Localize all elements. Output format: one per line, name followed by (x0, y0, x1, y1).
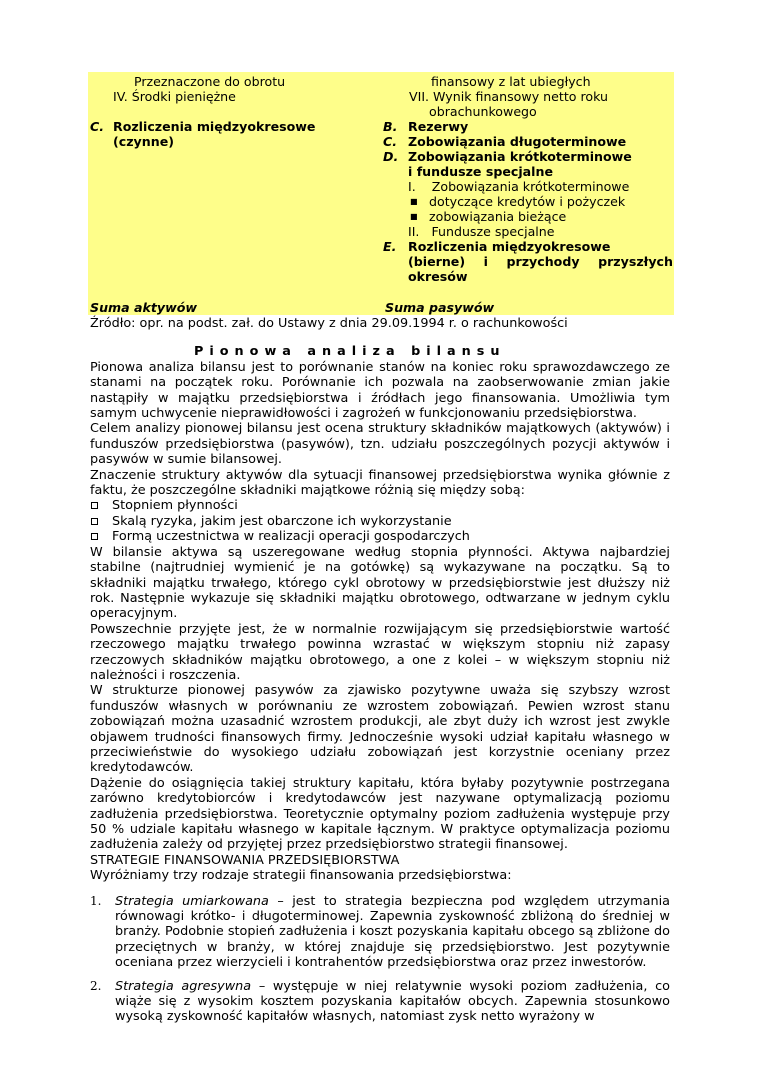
section-label: Zobowiązania długoterminowe (408, 134, 627, 149)
document-body (90, 316, 670, 1033)
section-letter: E. (383, 239, 397, 254)
section-label-cont: okresów (408, 269, 468, 284)
assets-row: Przeznaczone do obrotu (134, 74, 286, 89)
list-item: Formą uczestnictwa w realizacji operacji gospodarczych (90, 529, 670, 544)
section-letter: C. (90, 119, 105, 134)
bullet-item: ■ zobowiązania bieżące (410, 209, 567, 224)
section-label: Rezerwy (408, 119, 469, 134)
liabilities-row: finansowy z lat ubiegłych (431, 74, 591, 89)
section-letter: B. (383, 119, 398, 134)
assets-section-c (88, 119, 380, 134)
liabilities-row: VII. Wynik finansowy netto roku (409, 89, 608, 104)
paragraph: Znaczenie struktury aktywów dla sytuacji finansowej przedsiębiorstwa wynika głównie z faktu, że poszczególne składniki majątkowe różnią się między sobą: (90, 467, 670, 499)
checkbox-bullet-icon (91, 518, 98, 525)
paragraph: Wyróżniamy trzy rodzaje strategii finansowania przedsiębiorstwa: (90, 868, 512, 884)
section-heading: Pionowa analiza bilansu (194, 344, 506, 360)
square-bullet-icon: ■ (410, 197, 418, 206)
liabilities-column (383, 74, 673, 284)
paragraph: W bilansie aktywa są uszeregowane według stopnia płynności. Aktywa najbardziej stabilne (najtrudniej wymienić je na gotówkę) są wykazywane na początku. Są to składniki majątku trwałego, którego cykl obrotowy w przedsiębiorstwie jest dłuższy niż rok. Następnie wykazuje się składniki majątku obrotowego, odtwarzane w jednym cyklu operacyjnym. (90, 544, 670, 622)
bullet-item: ■ dotyczące kredytów i pożyczek (410, 194, 626, 209)
liabilities-section-c (383, 134, 673, 149)
strategy-list (90, 894, 670, 1025)
section-label: Rozliczenia międzyokresowe (113, 119, 316, 134)
list-item: Stopniem płynności (90, 498, 670, 513)
liabilities-row: obrachunkowego (429, 104, 537, 119)
checkbox-bullet-icon (91, 502, 98, 509)
paragraph: Celem analizy pionowej bilansu jest ocena struktury składników majątkowych (aktywów) i funduszów przedsiębiorstwa (pasywów), tzn. udziału poszczególnych pozycji aktywów i pasywów w sumie bilansowej. (90, 421, 670, 468)
source-note: Źródło: opr. na podst. zał. do Ustawy z dnia 29.09.1994 r. o rachunkowości (90, 316, 568, 331)
total-liabilities-label: Suma pasywów (385, 300, 495, 315)
section-label: Zobowiązania krótkoterminowe (408, 149, 632, 164)
total-assets-label: Suma aktywów (90, 300, 198, 315)
assets-column (88, 74, 380, 149)
section-label: Rozliczenia międzyokresowe (408, 239, 611, 254)
subsection-label: I. Zobowiązania krótkoterminowe (408, 179, 630, 194)
square-bullet-icon: ■ (410, 212, 418, 221)
subsection-label: II. Fundusze specjalne (408, 224, 555, 239)
section-label-cont: (czynne) (113, 134, 174, 149)
list-item: 2. Strategia agresywna – występuje w niej relatywnie wysoki poziom zadłużenia, co wiąże się z wysokim kosztem pozyskania kapitałów obcych. Zapewnia stosunkowo wysoką zyskowność kapitałów własnych, natomiast zysk netto wyrażony w (90, 978, 671, 1025)
liabilities-section-d (383, 149, 673, 164)
section-label-cont: (bierne) i przychody przyszłych (408, 254, 673, 269)
section-label-cont: i fundusze specjalne (408, 164, 554, 179)
section-letter: D. (383, 149, 399, 164)
paragraph: W strukturze pionowej pasywów za zjawisko pozytywne uważa się szybszy wzrost funduszów własnych w porównaniu ze wzrostem zobowiązań. Pewien wzrost stanu zobowiązań można uzasadnić wzrostem produkcji, ale zbyt duży ich wzrost jest zwykle objawem trudności finansowych firmy. Jednocześnie wysoki udział kapitału własnego w przeciwieństwie do wysokiego udziału zobowiązań jest korzystnie oceniany przez kredytodawców. (90, 683, 670, 776)
assets-row: IV. Środki pieniężne (113, 89, 236, 104)
checkbox-bullet-icon (91, 533, 98, 540)
list-item: Skalą ryzyka, jakim jest obarczone ich wykorzystanie (90, 514, 670, 529)
liabilities-section-e (383, 239, 673, 254)
subheading: STRATEGIE FINANSOWANIA PRZEDSIĘBIORSTWA (90, 852, 400, 868)
list-item: 1. Strategia umiarkowana – jest to strategia bezpieczna pod względem utrzymania równowagi krótko- i długoterminowej. Zapewnia zyskowność zbliżoną do średniej w branży. Podobnie stopień zadłużenia i koszt pozyskania kapitału obcego są zbliżone do przeciętnych w branży, w której znajduje się przedsiębiorstwo. Jest pozytywnie oceniana przez wierzycieli i kontrahentów przedsiębiorstwa oraz przez inwestorów. (90, 893, 670, 971)
section-letter: C. (383, 134, 398, 149)
liabilities-section-b (383, 119, 673, 134)
paragraph: Dążenie do osiągnięcia takiej struktury kapitału, która byłaby pozytywnie postrzegana zarówno kredytobiorców i kredytodawców jest nazywane optymalizacją poziomu zadłużenia przedsiębiorstwa. Teoretycznie optymalny poziom zadłużenia występuje przy 50 % udziale kapitału własnego w kapitale łącznym. W praktyce optymalizacja poziomu zadłużenia zależy od przyjętej przez przedsiębiorstwo strategii finansowej. (90, 775, 670, 853)
paragraph: Powszechnie przyjęte jest, że w normalnie rozwijającym się przedsiębiorstwie wartość rzeczowego majątku trwałego powinna wzrastać w większym stopniu niż zapasy rzeczowych składników majątku obrotowego, a one z kolei – w większym stopniu niż należności i roszczenia. (90, 621, 670, 683)
balance-table (88, 72, 674, 315)
paragraph: Pionowa analiza bilansu jest to porównanie stanów na koniec roku sprawozdawczego ze stanami na początek roku. Porównanie ich pozwala na zaobserwowanie zmian jakie nastąpiły w majątku przedsiębiorstwa i źródłach jego finansowania. Umożliwia tym samym uchwycenie nieprawidłowości i zagrożeń w funkcjonowaniu przedsiębiorstwa. (90, 359, 670, 422)
